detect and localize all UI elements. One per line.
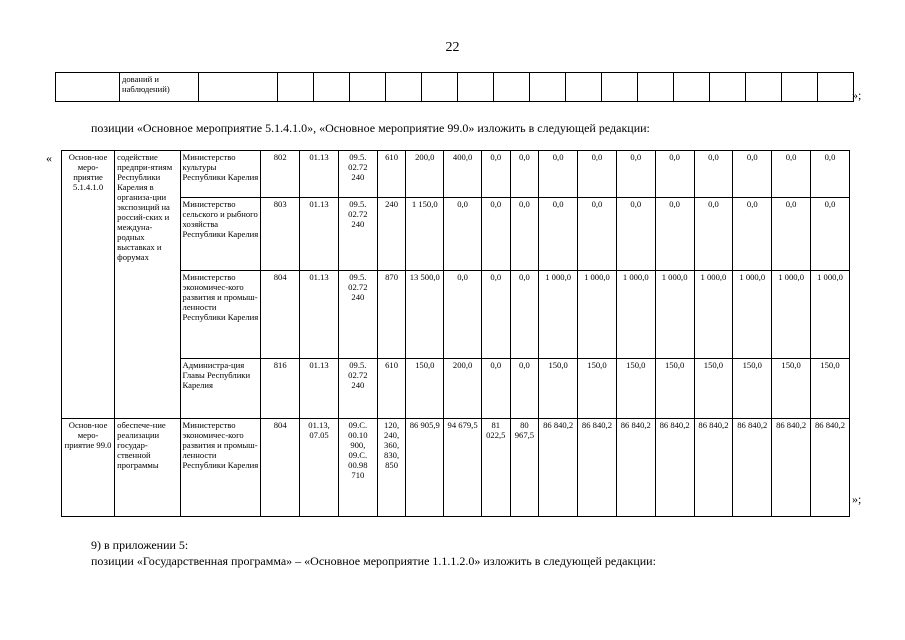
grbs-code: 804 xyxy=(261,419,300,517)
value-cell: 0,0 xyxy=(444,198,482,271)
value-cell: 150,0 xyxy=(406,359,444,419)
value-cell: 86 840,2 xyxy=(578,419,617,517)
value-cell: 150,0 xyxy=(733,359,772,419)
value-cell: 94 679,5 xyxy=(444,419,482,517)
rzpr-code: 01.13 xyxy=(300,198,339,271)
vr-code: 120, 240, 360, 830, 850 xyxy=(377,419,406,517)
rzpr-code: 01.13 xyxy=(300,151,339,198)
value-cell: 0,0 xyxy=(539,151,578,198)
csr-code: 09.С. 00.10 900, 09.С. 00.98 710 xyxy=(338,419,377,517)
value-cell: 150,0 xyxy=(655,359,694,419)
measure-code: Основ-ное меро-приятие 5.1.4.1.0 xyxy=(62,151,115,419)
table-row xyxy=(62,271,850,359)
csr-code: 09.5. 02.72 240 xyxy=(338,151,377,198)
value-cell: 0,0 xyxy=(811,198,850,271)
value-cell: 150,0 xyxy=(616,359,655,419)
vr-code: 240 xyxy=(377,198,406,271)
main-table xyxy=(61,150,850,517)
value-cell: 86 905,9 xyxy=(406,419,444,517)
grbs-code: 816 xyxy=(261,359,300,419)
value-cell: 0,0 xyxy=(694,198,733,271)
value-cell: 1 000,0 xyxy=(694,271,733,359)
value-cell: 0,0 xyxy=(616,151,655,198)
closing-quote-1: »; xyxy=(852,88,862,102)
vr-code: 610 xyxy=(377,151,406,198)
closing-quote-2: »; xyxy=(852,492,862,506)
value-cell: 86 840,2 xyxy=(694,419,733,517)
value-cell: 0,0 xyxy=(733,151,772,198)
org-name: Министерство экономичес-кого развития и промыш-ленности Республики Карелия xyxy=(180,271,261,359)
value-cell: 80 967,5 xyxy=(510,419,539,517)
rzpr-code: 01.13 xyxy=(300,359,339,419)
csr-code: 09.5. 02.72 240 xyxy=(338,359,377,419)
value-cell: 86 840,2 xyxy=(811,419,850,517)
value-cell: 0,0 xyxy=(482,198,511,271)
value-cell: 0,0 xyxy=(733,198,772,271)
org-name: Администра-ция Главы Республики Карелия xyxy=(180,359,261,419)
vr-code: 870 xyxy=(377,271,406,359)
grbs-code: 802 xyxy=(261,151,300,198)
value-cell: 0,0 xyxy=(578,151,617,198)
value-cell: 1 000,0 xyxy=(616,271,655,359)
vr-code: 610 xyxy=(377,359,406,419)
value-cell: 1 000,0 xyxy=(539,271,578,359)
value-cell: 13 500,0 xyxy=(406,271,444,359)
value-cell: 400,0 xyxy=(444,151,482,198)
value-cell: 1 000,0 xyxy=(733,271,772,359)
value-cell: 1 000,0 xyxy=(578,271,617,359)
value-cell: 0,0 xyxy=(482,359,511,419)
table-row xyxy=(62,198,850,271)
table-row xyxy=(62,419,850,517)
paragraph-2: 9) в приложении 5: xyxy=(91,538,189,552)
value-cell: 0,0 xyxy=(510,359,539,419)
value-cell: 86 840,2 xyxy=(616,419,655,517)
rzpr-code: 01.13, 07.05 xyxy=(300,419,339,517)
value-cell: 200,0 xyxy=(444,359,482,419)
value-cell: 0,0 xyxy=(444,271,482,359)
paragraph-1: позиции «Основное мероприятие 5.1.4.1.0», «Основное мероприятие 99.0» изложить в следующей редакции: xyxy=(91,121,650,135)
value-cell: 86 840,2 xyxy=(655,419,694,517)
value-cell: 1 000,0 xyxy=(811,271,850,359)
value-cell: 86 840,2 xyxy=(539,419,578,517)
value-cell: 86 840,2 xyxy=(772,419,811,517)
value-cell: 150,0 xyxy=(539,359,578,419)
value-cell: 0,0 xyxy=(510,198,539,271)
value-cell: 150,0 xyxy=(772,359,811,419)
measure-code: Основ-ное меро-приятие 99.0 xyxy=(62,419,115,517)
value-cell: 0,0 xyxy=(510,151,539,198)
value-cell: 0,0 xyxy=(772,198,811,271)
table-row xyxy=(56,73,854,102)
value-cell: 0,0 xyxy=(578,198,617,271)
value-cell: 0,0 xyxy=(772,151,811,198)
grbs-code: 804 xyxy=(261,271,300,359)
table-row xyxy=(62,151,850,198)
value-cell: 81 022,5 xyxy=(482,419,511,517)
value-cell: 0,0 xyxy=(539,198,578,271)
csr-code: 09.5. 02.72 240 xyxy=(338,271,377,359)
paragraph-3: позиции «Государственная программа» – «Основное мероприятие 1.1.1.2.0» изложить в следующей редакции: xyxy=(91,554,656,568)
value-cell: 200,0 xyxy=(406,151,444,198)
value-cell: 150,0 xyxy=(811,359,850,419)
csr-code: 09.5. 02.72 240 xyxy=(338,198,377,271)
value-cell: 150,0 xyxy=(694,359,733,419)
org-name: Министерство экономичес-кого развития и промыш-ленности Республики Карелия xyxy=(180,419,261,517)
fragment-text: дований и наблюдений) xyxy=(120,73,199,102)
value-cell: 1 000,0 xyxy=(655,271,694,359)
value-cell: 150,0 xyxy=(578,359,617,419)
value-cell: 86 840,2 xyxy=(733,419,772,517)
value-cell: 0,0 xyxy=(694,151,733,198)
grbs-code: 803 xyxy=(261,198,300,271)
value-cell: 0,0 xyxy=(655,151,694,198)
value-cell: 0,0 xyxy=(482,151,511,198)
org-name: Министерство культуры Республики Карелия xyxy=(180,151,261,198)
value-cell: 0,0 xyxy=(616,198,655,271)
measure-name: содействие предпри-ятиям Республики Карелия в организа-ции экспозиций на россий-ских и междуна-родных выставках и форумах xyxy=(115,151,180,419)
value-cell: 0,0 xyxy=(655,198,694,271)
value-cell: 1 150,0 xyxy=(406,198,444,271)
table-fragment xyxy=(55,72,854,102)
measure-name: обеспече-ние реализации государ-ственной программы xyxy=(115,419,180,517)
value-cell: 0,0 xyxy=(811,151,850,198)
page-number: 22 xyxy=(445,40,460,55)
value-cell: 1 000,0 xyxy=(772,271,811,359)
org-name: Министерство сельского и рыбного хозяйства Республики Карелия xyxy=(180,198,261,271)
value-cell: 0,0 xyxy=(482,271,511,359)
value-cell: 0,0 xyxy=(510,271,539,359)
opening-quote: « xyxy=(46,151,52,165)
table-row xyxy=(62,359,850,419)
rzpr-code: 01.13 xyxy=(300,271,339,359)
